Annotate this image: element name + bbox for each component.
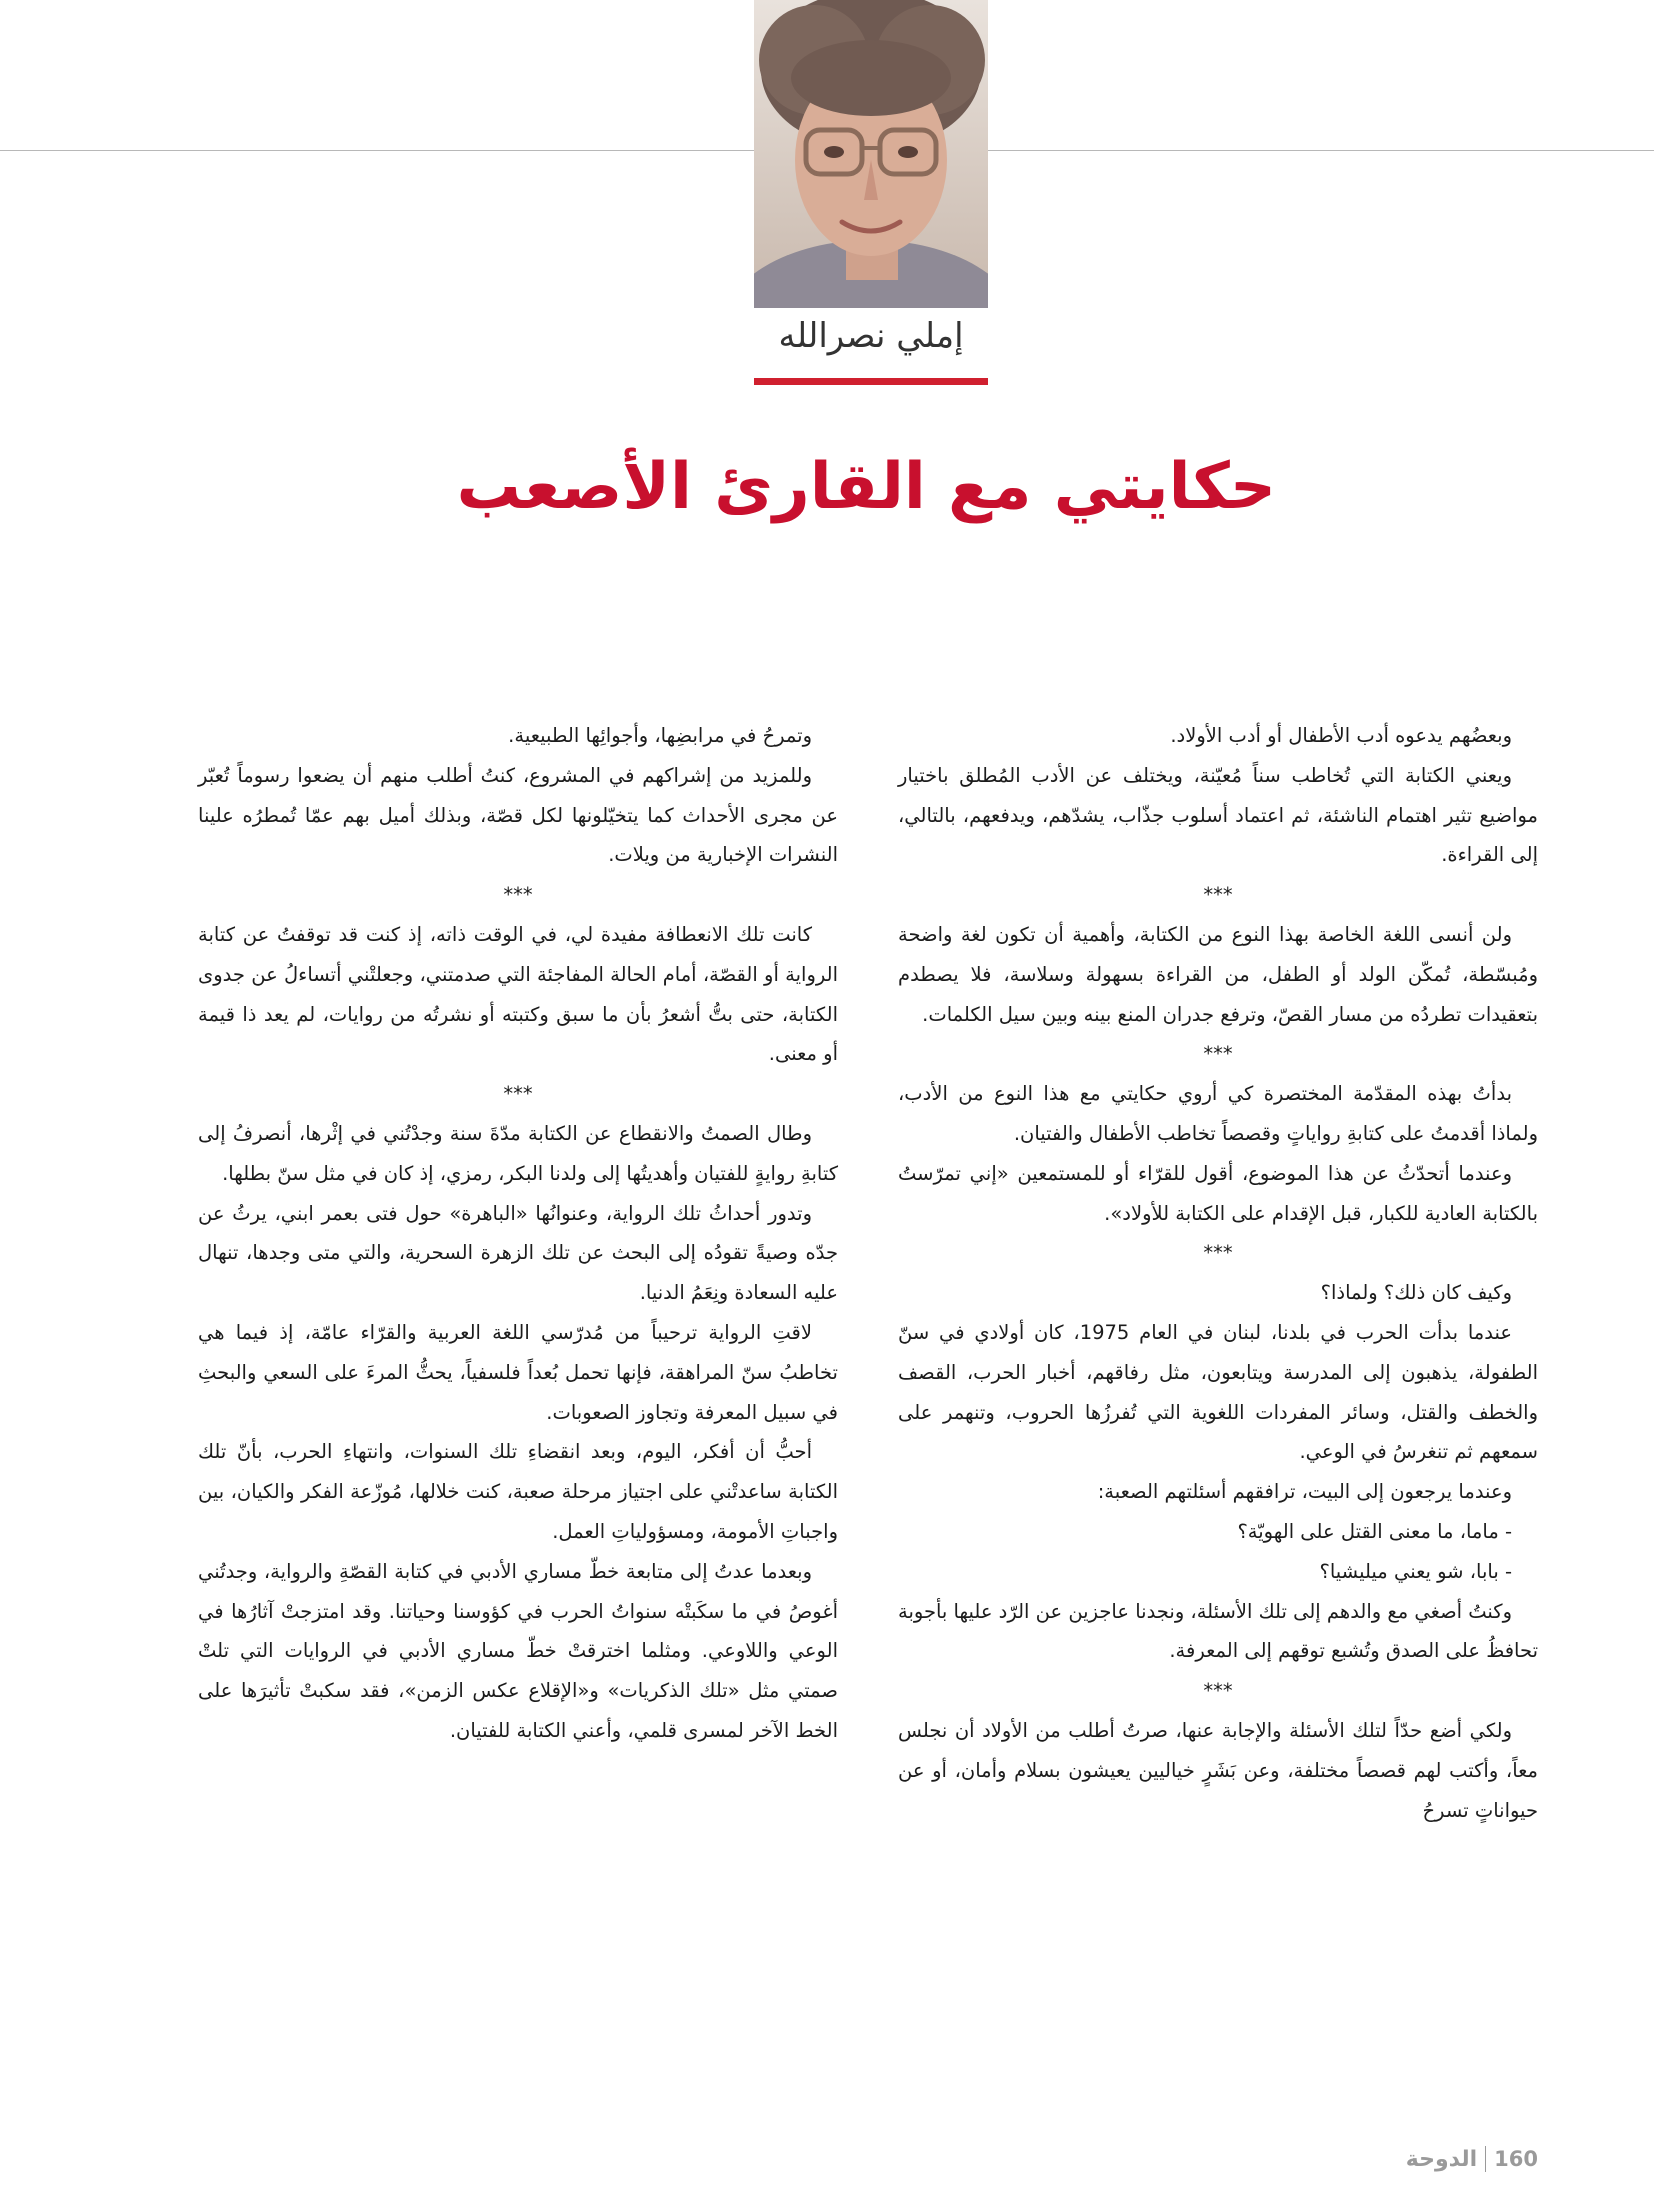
paragraph: لاقتِ الرواية ترحيباً من مُدرّسي اللغة العربية والقرّاء عامّة، إذ فيما هي تخاطبُ سنّ المراهقة، فإنها تحمل بُعداً فلسفياً، يحثُّ المرءَ على السعي والبحثِ في سبيل المعرفة وتجاوز الصعوبات. [198,1320,838,1424]
paragraph: وتمرحُ في مرابضِها، وأجوائِها الطبيعية. [508,724,812,747]
paragraph: ويعني الكتابة التي تُخاطب سناً مُعيّنة، ويختلف عن الأدب المُطلق باختيار مواضيع تثير اهتمام الناشئة، ثم اعتماد أسلوب جذّاب، يشدّهم، ويدفعهم، بالتالي، إلى القراءة. [898,763,1538,867]
magazine-name: الدوحة [1405,2146,1478,2172]
article-column-left [198,716,838,1751]
paragraph: بدأتُ بهذه المقدّمة المختصرة كي أروي حكايتي مع هذا النوع من الأدب، ولماذا أقدمتُ على كتابةِ رواياتٍ وقصصاً تخاطب الأطفال والفتيان. [898,1082,1538,1145]
paragraph: وبعدما عدتُ إلى متابعة خطّ مساري الأدبي في كتابة القصّةِ والرواية، وجدتُني أغوصُ في ما سكَبتْه سنواتُ الحرب في كؤوسنا وحياتنا. وقد امتزجتْ آثارُها في الوعي واللاوعي. ومثلما اخترقتْ خطّ مساري الأدبي في الروايات التي تلتْ صمتي مثل «تلك الذكريات» و«الإقلاع عكس الزمن»، فقد سكبتْ تأثيرَها على الخط الآخر لمسرى قلمي، وأعني الكتابة للفتيان. [198,1559,838,1742]
section-separator: *** [503,1082,533,1106]
section-separator: *** [1203,1042,1233,1066]
paragraph: وطال الصمتُ والانقطاع عن الكتابة مدّةَ سنة وجدْتُني في إثْرها، أنصرفُ إلى كتابةِ روايةٍ للفتيان وأهديتُها إلى ولدنا البكر، رمزي، إذ كان في مثل سنّ بطلها. [198,1121,838,1185]
page-footer [1378,2142,1538,2176]
dialogue-line: - ماما، ما معنى القتل على الهويّة؟ [1237,1519,1512,1543]
page-number: 160 [1494,2147,1538,2171]
dialogue-line: - بابا، شو يعني ميليشيا؟ [1319,1559,1512,1583]
section-separator: *** [503,883,533,907]
author-underline [754,378,988,385]
paragraph: وعندما أتحدّثُ عن هذا الموضوع، أقول للقرّاء أو للمستمعين «إني تمرّستُ بالكتابة العادية للكبار، قبل الإقدام على الكتابة للأولاد». [898,1161,1538,1225]
author-name: إملي نصرالله [778,316,964,356]
paragraph: ولكي أضع حدّاً لتلك الأسئلة والإجابة عنها، صرتُ أطلب من الأولاد أن نجلس معاً، وأكتب لهم قصصاً مختلفة، وعن بَشَرٍ خياليين يعيشون بسلام وأمان، أو عن حيواناتٍ تسرحُ [898,1718,1538,1822]
paragraph: وعندما يرجعون إلى البيت، ترافقهم أسئلتهم الصعبة: [1097,1480,1512,1504]
section-separator: *** [1203,1679,1233,1703]
paragraph: عندما بدأت الحرب في بلدنا، لبنان في العام 1975، كان أولادي في سنّ الطفولة، يذهبون إلى المدرسة ويتابعون، مثل رفاقهم، أخبار الحرب، القصف والخطف والقتل، وسائر المفردات اللغوية التي تُفرزُها الحروب، وتنهمر على سمعهم ثم تنغرسُ في الوعي. [898,1320,1538,1464]
paragraph: وكنتُ أصغي مع والدهم إلى تلك الأسئلة، ونجدنا عاجزين عن الرّد عليها بأجوبة تحافظُ على الصدق وتُشبع توقهم إلى المعرفة. [897,1599,1538,1663]
paragraph: وتدور أحداثُ تلك الرواية، وعنوانُها «الباهرة» حول فتى بعمر ابني، يرثُ عن جدّه وصيةً تقودُه إلى البحث عن تلك الزهرة السحرية، والتي متى وجدها، تنهال عليه السعادة ونِعَمُ الدنيا. [198,1201,838,1305]
paragraph: وبعضُهم يدعوه أدب الأطفال أو أدب الأولاد. [1170,724,1512,747]
paragraph: أحبُّ أن أفكر، اليوم، وبعد انقضاءِ تلك السنوات، وانتهاءِ الحرب، بأنّ تلك الكتابة ساعدتْني على اجتياز مرحلة صعبة، كنت خلالها، مُوزّعة الفكر والكيان، بين واجباتِ الأمومة، ومسؤولياتِ العمل. [198,1440,838,1543]
paragraph: كانت تلك الانعطافة مفيدة لي، في الوقت ذاته، إذ كنت قد توقفتُ عن كتابة الرواية أو القصّة، أمام الحالة المفاجئة التي صدمتني، وجعلتْني أتساءلُ عن جدوى الكتابة، حتى بتُّ أشعرُ بأن ما سبق وكتبته أو نشرتُه من روايات، لم يعد ذا قيمة أو معنى. [198,922,838,1066]
section-separator: *** [1203,883,1233,907]
paragraph: ولن أنسى اللغة الخاصة بهذا النوع من الكتابة، وأهمية أن تكون لغة واضحة ومُبسّطة، تُمكّن الولد أو الطفل، من القراءة بسهولة وسلاسة، فلا يصطدم بتعقيدات تطردُه من مسار القصّ، وترفع جدران المنع بينه وبين سيل الكلمات. [898,922,1538,1026]
section-separator: *** [1203,1241,1233,1265]
article-headline: حكايتي مع القارئ الأصعب [456,450,1276,524]
footer-separator [1485,2146,1486,2172]
article-column-right [898,716,1538,1830]
paragraph: وللمزيد من إشراكهم في المشروع، كنتُ أطلب منهم أن يضعوا رسوماً تُعبّر عن مجرى الأحداث كما يتخيّلونها لكل قصّة، وبذلك أميل بهم عمّا تُمطرُه علينا النشرات الإخبارية من ويلات. [198,763,838,867]
paragraph: وكيف كان ذلك؟ ولماذا؟ [1320,1281,1512,1305]
author-portrait [754,0,988,308]
portrait-illustration [754,0,988,308]
